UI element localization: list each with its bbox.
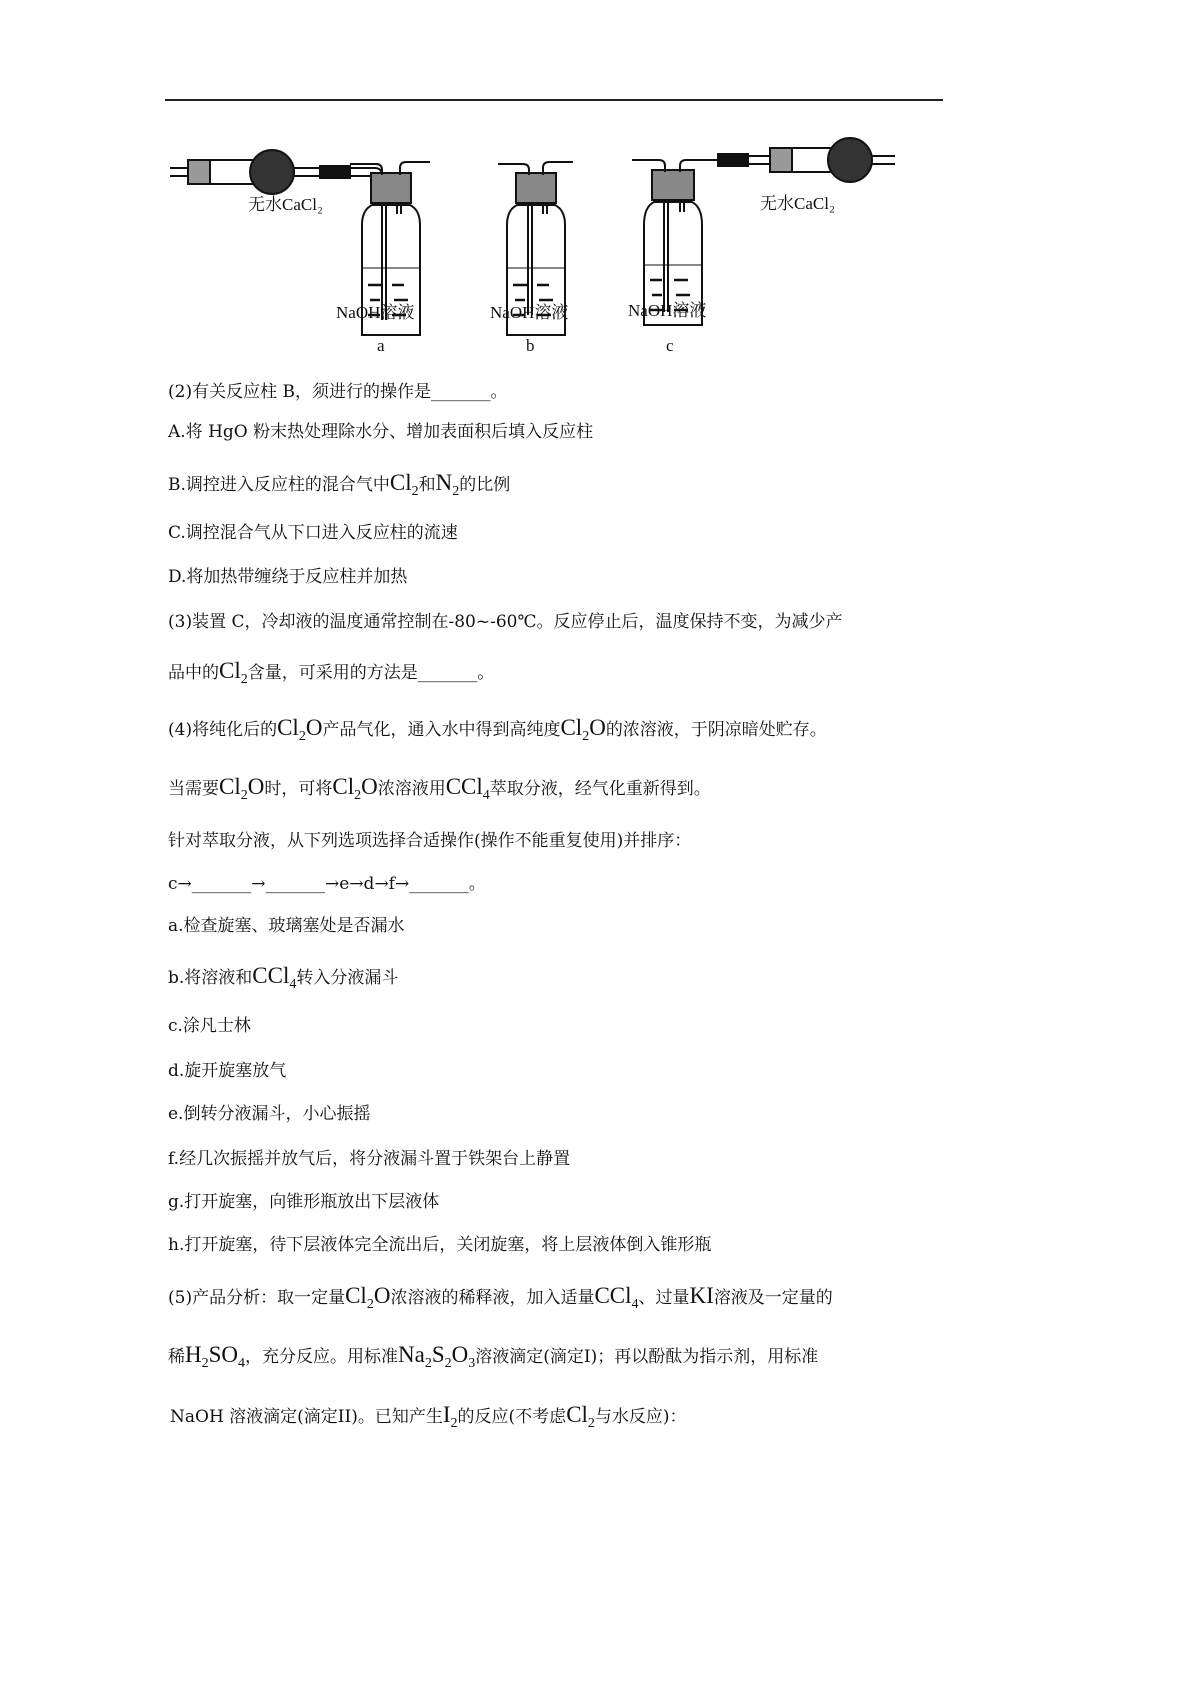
text-segment: A.将 HgO 粉末热处理除水分、增加表面积后填入反应柱	[168, 422, 594, 442]
naoh-label-a: NaOH溶液	[336, 303, 415, 322]
chemical-formula: $N_2$	[435, 470, 460, 499]
text-segment: c.涂凡士林	[168, 1016, 251, 1036]
text-segment: D.将加热带缠绕于反应柱并加热	[168, 567, 408, 587]
chemical-formula: CCl$_4$	[252, 963, 297, 992]
chemical-formula: $Cl_2$	[219, 658, 248, 687]
text-line	[168, 379, 507, 405]
text-segment: h.打开旋塞，待下层液体完全流出后，关闭旋塞，将上层液体倒入锥形瓶	[168, 1235, 712, 1255]
text-segment: 萃取分液，经气化重新得到。	[489, 779, 711, 799]
chemical-formula: $Cl_2O$	[332, 774, 378, 803]
text-line	[168, 1232, 711, 1258]
text-line	[168, 774, 711, 809]
apparatus-label-b: b	[526, 336, 535, 355]
text-line	[170, 1402, 687, 1437]
text-line	[168, 1058, 286, 1084]
cacl2-right-label: 无水CaCl₂	[760, 194, 835, 213]
naoh-label-b: NaOH溶液	[490, 303, 569, 322]
text-segment: g.打开旋塞，向锥形瓶放出下层液体	[168, 1192, 440, 1212]
text-segment: 溶液及一定量的	[713, 1288, 833, 1308]
chemical-formula: $Na_2S_2O_3$	[398, 1342, 476, 1371]
text-line	[168, 658, 494, 693]
text-segment: b.将溶液和	[168, 968, 253, 988]
text-segment: 溶液滴定(滴定I)；再以酚酞为指示剂，用标准	[475, 1347, 819, 1367]
text-segment: NaOH 溶液滴定(滴定II)。已知产生	[170, 1407, 443, 1427]
text-line	[168, 1101, 370, 1127]
apparatus-diagram	[0, 0, 1200, 380]
chemical-formula: $Cl_2O$	[345, 1283, 391, 1312]
text-line	[168, 419, 593, 445]
naoh-label-c: NaOH溶液	[628, 301, 707, 320]
text-line	[168, 470, 510, 505]
chemical-formula: $Cl_2O$	[560, 715, 606, 744]
text-line	[168, 1013, 251, 1039]
text-segment: f.经几次振摇并放气后，将分液漏斗置于铁架台上静置	[168, 1149, 571, 1169]
chemical-formula: CCl$_4$	[594, 1283, 639, 1312]
text-line	[168, 1146, 570, 1172]
text-segment: 浓溶液用	[377, 779, 446, 799]
text-segment: 浓溶液的稀释液，加入适量	[390, 1288, 595, 1308]
text-segment: 的比例	[459, 475, 511, 495]
text-segment: 针对萃取分液，从下列选项选择合适操作(操作不能重复使用)并排序：	[168, 831, 692, 851]
text-line	[168, 1283, 833, 1318]
chemical-formula: $Cl_2O$	[277, 715, 323, 744]
apparatus-label-c: c	[666, 336, 674, 355]
text-segment: 的反应(不考虑	[457, 1407, 567, 1427]
text-segment: 当需要	[168, 779, 219, 799]
text-segment: C.调控混合气从下口进入反应柱的流速	[168, 523, 458, 543]
chemical-formula: $H_2SO_4$	[185, 1342, 246, 1371]
text-segment: (4)将纯化后的	[168, 720, 278, 740]
text-segment: (3)装置 C，冷却液的温度通常控制在-80~-60℃。反应停止后，温度保持不变，为减少产	[168, 612, 843, 632]
chemical-formula: $Cl_2$	[389, 470, 419, 499]
drying-tube-right	[718, 138, 895, 182]
text-segment: 的浓溶液，于阴凉暗处贮存。	[605, 720, 827, 740]
text-line	[168, 715, 827, 750]
text-line	[168, 520, 458, 546]
text-segment: 稀	[168, 1347, 185, 1367]
text-segment: (2)有关反应柱 B，须进行的操作是_______。	[168, 382, 508, 402]
cacl2-left-label: 无水CaCl₂	[248, 195, 323, 214]
chemical-formula: CCl$_4$	[445, 774, 490, 803]
text-line	[168, 1342, 818, 1377]
text-line	[168, 609, 843, 635]
text-line	[168, 564, 407, 590]
chemical-formula: KI	[689, 1283, 714, 1308]
text-line	[168, 963, 398, 998]
text-segment: e.倒转分液漏斗，小心振摇	[168, 1104, 371, 1124]
chemical-formula: $Cl_2O$	[219, 774, 265, 803]
text-segment: 含量，可采用的方法是_______。	[247, 663, 495, 683]
text-line	[168, 828, 691, 854]
chemical-formula: $Cl_2$	[566, 1402, 595, 1431]
text-segment: 转入分液漏斗	[296, 968, 399, 988]
text-segment: B.调控进入反应柱的混合气中	[168, 475, 390, 495]
text-segment: 产品气化，通入水中得到高纯度	[322, 720, 561, 740]
text-segment: d.旋开旋塞放气	[168, 1061, 287, 1081]
text-segment: 与水反应)：	[594, 1407, 687, 1427]
text-line	[168, 1189, 439, 1215]
drying-tube-left	[170, 150, 382, 194]
text-line	[168, 913, 405, 939]
text-segment: c→_______→_______→e→d→f→_______。	[168, 874, 486, 894]
chemical-formula: $I_2$	[442, 1402, 458, 1431]
text-segment: ，充分反应。用标准	[245, 1347, 399, 1367]
apparatus-label-a: a	[377, 336, 385, 355]
text-segment: a.检查旋塞、玻璃塞处是否漏水	[168, 916, 405, 936]
text-segment: 、过量	[638, 1288, 690, 1308]
text-line	[168, 871, 486, 897]
text-segment: 和	[418, 475, 436, 495]
text-segment: 时，可将	[264, 779, 333, 799]
text-segment: (5)产品分析：取一定量	[168, 1288, 346, 1308]
text-segment: 品中的	[168, 663, 219, 683]
